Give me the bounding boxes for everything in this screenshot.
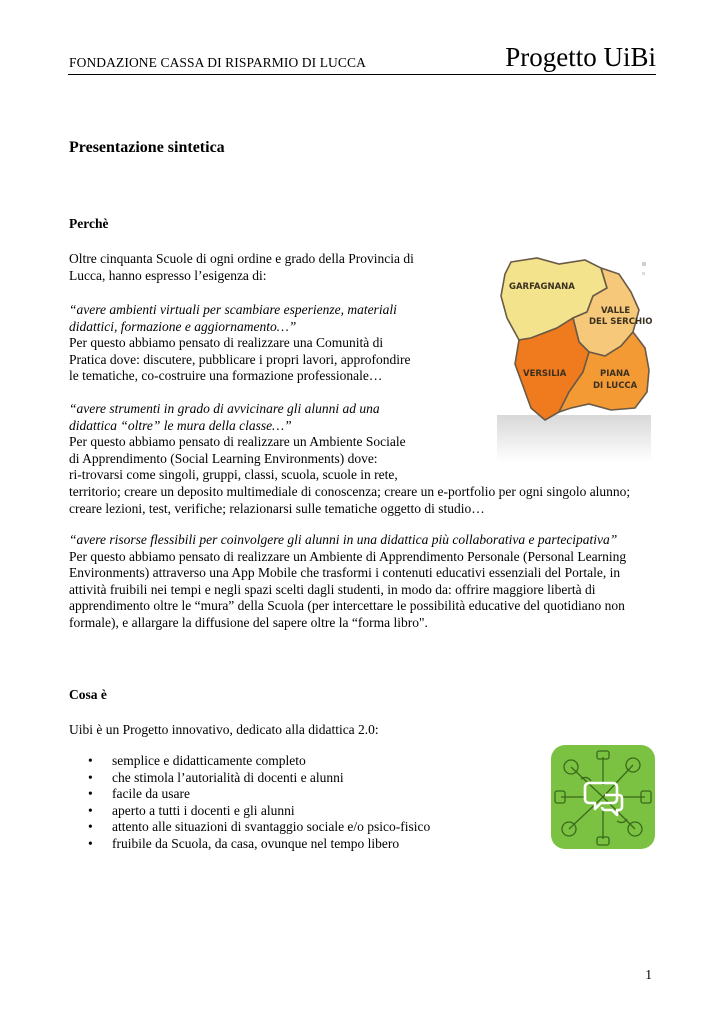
text-line: territorio; creare un deposito multimediale di conoscenza; creare un e-portfolio per ogni singolo alunno; xyxy=(69,483,631,499)
map-reflection xyxy=(497,415,651,462)
text-line: Per questo abbiamo pensato di realizzare un Ambiente di Apprendimento Personale (Personal Learning xyxy=(69,548,627,564)
quote-line: “avere strumenti in grado di avvicinare gli alunni ad una xyxy=(69,401,380,416)
map-marker xyxy=(642,262,646,266)
list-item: • facile da usare xyxy=(69,786,430,803)
text-line: attività fruibili nei tempi e negli spazi scelti dagli studenti, in modo da: offrire maggiore libertà di xyxy=(69,581,596,597)
uibi-app-icon xyxy=(551,745,655,849)
quote-line: didattica “oltre” le mura della classe…” xyxy=(69,417,292,433)
text-line: Environments) attraverso una App Mobile che trasformi i contenuti educativi essenziali del Portale, in xyxy=(69,565,621,581)
header-organization: FONDAZIONE CASSA DI RISPARMIO DI LUCCA xyxy=(69,55,366,70)
text-line: formale), e allargare la diffusione del sapere oltre la “forma libro". xyxy=(69,614,428,630)
list-item: • semplice e didatticamente completo xyxy=(69,753,430,770)
map-label-piana: PIANA xyxy=(600,369,630,379)
map-label-di-lucca: DI LUCCA xyxy=(593,381,638,391)
perche-intro xyxy=(69,251,414,284)
text-line: creare lezioni, test, verifiche; relazionarsi sulle tematiche oggetto di studio… xyxy=(69,500,485,516)
map-label-del-serchio: DEL SERCHIO xyxy=(589,317,653,327)
list-item: • fruibile da Scuola, da casa, ovunque nel tempo libero xyxy=(69,836,430,853)
section-heading-perche: Perchè xyxy=(69,216,109,231)
text-line: Oltre cinquanta Scuole di ogni ordine e grado della Provincia di xyxy=(69,251,414,266)
section-heading-cosa: Cosa è xyxy=(69,687,107,702)
features-list xyxy=(69,753,430,853)
map-label-garfagnana: GARFAGNANA xyxy=(509,282,575,292)
text-line: Per questo abbiamo pensato di realizzare un Ambiente Sociale xyxy=(69,434,406,450)
text-line: ri-trovarsi come singoli, gruppi, classi, scuola, scuole in rete, xyxy=(69,467,398,483)
text-line: Lucca, hanno espresso l’esigenza di: xyxy=(69,267,267,283)
page-number: 1 xyxy=(645,967,652,982)
quote-line: “avere ambienti virtuali per scambiare esperienze, materiali xyxy=(69,302,397,317)
text-line: apprendimento oltre le “mura” della Scuola (per intercettare le possibilità educative del quotidiano non xyxy=(69,598,625,614)
lucca-province-map xyxy=(497,252,655,462)
map-label-valle: VALLE xyxy=(601,306,631,316)
header-rule xyxy=(68,74,656,75)
quote-line: didattici, formazione e aggiornamento…” xyxy=(69,318,297,334)
cosa-intro: Uibi è un Progetto innovativo, dedicato alla didattica 2.0: xyxy=(69,722,379,737)
text-line: Per questo abbiamo pensato di realizzare una Comunità di xyxy=(69,335,384,351)
map-label-versilia: VERSILIA xyxy=(523,369,567,379)
text-line: le tematiche, co-costruire una formazione professionale… xyxy=(69,368,383,384)
list-item: • che stimola l’autorialità di docenti e alunni xyxy=(69,770,430,787)
perche-quote-3 xyxy=(69,532,669,632)
quote-line: “avere risorse flessibili per coinvolgere gli alunni in una didattica più collaborativa e partecipativa” xyxy=(69,532,618,547)
text-line: di Apprendimento (Social Learning Environments) dove: xyxy=(69,450,378,466)
text-line: Pratica dove: discutere, pubblicare i propri lavori, approfondire xyxy=(69,351,411,367)
list-item: • attento alle situazioni di svantaggio sociale e/o psico-fisico xyxy=(69,819,430,836)
header-project-title: Progetto UiBi xyxy=(505,42,656,72)
map-marker xyxy=(642,272,645,275)
list-item: • aperto a tutti i docenti e gli alunni xyxy=(69,803,430,820)
map-svg xyxy=(497,252,655,462)
page-title: Presentazione sintetica xyxy=(69,139,225,156)
chat-bubbles-network-icon xyxy=(551,745,655,849)
perche-quote-1 xyxy=(69,302,411,385)
